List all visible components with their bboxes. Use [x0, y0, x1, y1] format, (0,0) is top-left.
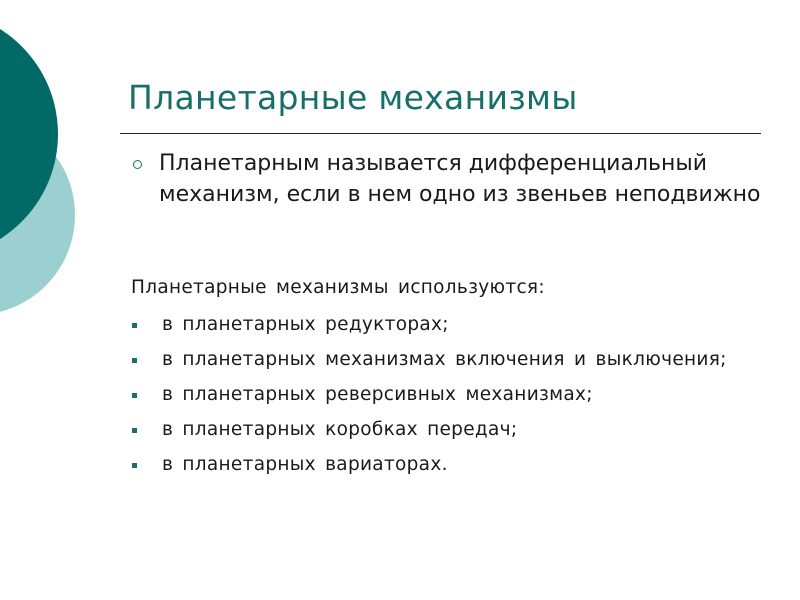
list-item-text: в планетарных механизмах включения и выключения; — [162, 349, 727, 370]
square-bullet-icon — [132, 393, 137, 398]
list-item — [131, 452, 771, 477]
list-item — [131, 347, 771, 372]
square-bullet-icon — [132, 463, 137, 468]
slide-title: Планетарные механизмы — [128, 78, 578, 117]
list-item-text: в планетарных вариаторах. — [162, 454, 448, 475]
list-item — [131, 312, 771, 337]
square-bullet-icon — [132, 323, 137, 328]
main-point-text: Планетарным называется дифференциальный механизм, если в нем одно из звеньев неподвижно — [159, 151, 761, 207]
uses-intro: Планетарные механизмы используются: — [131, 277, 545, 298]
uses-list — [131, 312, 771, 487]
hollow-circle-bullet-icon — [133, 160, 142, 169]
list-item — [131, 382, 771, 407]
main-bullet-point — [130, 148, 765, 210]
square-bullet-icon — [132, 358, 137, 363]
title-divider — [120, 133, 761, 134]
list-item-text: в планетарных коробках передач; — [162, 419, 518, 440]
list-item-text: в планетарных редукторах; — [162, 314, 449, 335]
square-bullet-icon — [132, 428, 137, 433]
list-item-text: в планетарных реверсивных механизмах; — [162, 384, 593, 405]
list-item — [131, 417, 771, 442]
